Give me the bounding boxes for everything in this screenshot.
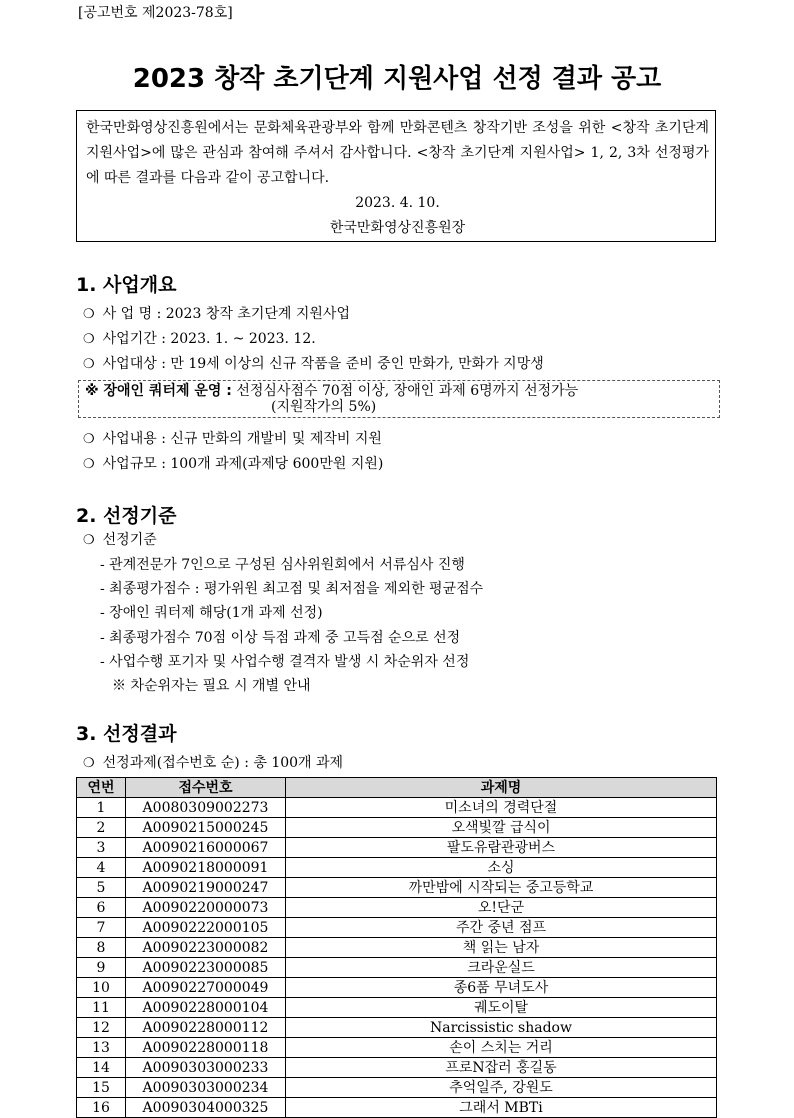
criteria-item: - 장애인 쿼터제 해당(1개 과제 선정) [100,605,323,621]
section1-heading: 1. 사업개요 [76,274,177,296]
project-title: 까만밤에 시작되는 중고등학교 [286,878,717,898]
receipt-number: A0090227000049 [126,978,286,998]
row-number: 16 [77,1098,126,1118]
quota-text-note: (지원작가의 5%) [271,399,377,415]
receipt-number: A0090228000112 [126,1018,286,1038]
receipt-number: A0090303000233 [126,1058,286,1078]
table-row [77,1058,717,1078]
project-title: 그래서 MBTi [286,1098,717,1118]
results-bullet: ❍ 선정과제(접수번호 순) : 총 100개 과제 [83,752,343,772]
receipt-number: A0090303000234 [126,1078,286,1098]
table-row [77,1038,717,1058]
row-number: 7 [77,918,126,938]
project-title: 책 읽는 남자 [286,938,717,958]
project-title: 오!단군 [286,898,717,918]
row-number: 3 [77,838,126,858]
project-title: 크라운실드 [286,958,717,978]
section2-heading: 2. 선정기준 [76,505,177,527]
table-row [77,878,717,898]
column-header-receipt: 접수번호 [126,778,286,798]
intro-box [76,110,716,242]
quota-text: 선정심사점수 70점 이상, 장애인 과제 6명까지 선정가능 [236,383,579,399]
overview-item: ❍ 사업대상 : 만 19세 이상의 신규 작품을 준비 중인 만화가, 만화가 지망생 [83,353,544,373]
quota-notice-box [78,380,720,418]
project-title: 주간 중년 점프 [286,918,717,938]
notice-number: [공고번호 제2023-78호] [78,5,233,21]
overview-item: ❍ 사업기간 : 2023. 1. ~ 2023. 12. [83,328,316,348]
table-row [77,798,717,818]
receipt-number: A0090219000247 [126,878,286,898]
column-header-no: 연번 [77,778,126,798]
table-row [77,918,717,938]
row-number: 13 [77,1038,126,1058]
page-title: 2023 창작 초기단계 지원사업 선정 결과 공고 [132,64,662,94]
criteria-item: - 관계전문가 7인으로 구성된 심사위원회에서 서류심사 진행 [100,557,465,573]
column-header-title: 과제명 [286,778,717,798]
receipt-number: A0090218000091 [126,858,286,878]
receipt-number: A0090223000085 [126,958,286,978]
receipt-number: A0090222000105 [126,918,286,938]
results-table [76,777,717,1118]
overview-item: ❍ 사업내용 : 신규 만화의 개발비 및 제작비 지원 [83,428,382,448]
intro-signer: 한국만화영상진흥원장 [329,220,466,236]
row-number: 5 [77,878,126,898]
table-row [77,998,717,1018]
receipt-number: A0090304000325 [126,1098,286,1118]
receipt-number: A0090223000082 [126,938,286,958]
row-number: 9 [77,958,126,978]
receipt-number: A0090228000118 [126,1038,286,1058]
receipt-number: A0090228000104 [126,998,286,1018]
quota-label: ※ 장애인 쿼터제 운영 : [85,383,232,399]
criteria-item: - 최종평가점수 70점 이상 득점 과제 중 고득점 순으로 선정 [100,630,461,646]
table-row [77,978,717,998]
row-number: 8 [77,938,126,958]
receipt-number: A0090216000067 [126,838,286,858]
section3-heading: 3. 선정결과 [76,723,177,745]
project-title: Narcissistic shadow [286,1018,717,1038]
intro-date: 2023. 4. 10. [355,195,440,211]
row-number: 4 [77,858,126,878]
receipt-number: A0080309002273 [126,798,286,818]
table-row [77,898,717,918]
row-number: 15 [77,1078,126,1098]
row-number: 12 [77,1018,126,1038]
table-row [77,1018,717,1038]
row-number: 10 [77,978,126,998]
project-title: 종6품 무녀도사 [286,978,717,998]
project-title: 팔도유람관광버스 [286,838,717,858]
table-row [77,818,717,838]
receipt-number: A0090215000245 [126,818,286,838]
project-title: 프로N잡러 홍길동 [286,1058,717,1078]
table-row [77,858,717,878]
intro-body: 한국만화영상진흥원에서는 문화체육관광부와 함께 만화콘텐츠 창작기반 조성을 위한 <창작 초기단계 지원사업>에 많은 관심과 참여해 주셔서 감사합니다. <창작 초기단계 지원사업> 1, 2, 3차 선정평가에 따른 결과를 다음과 같이 공고합니다. [86,120,709,186]
criteria-item: - 사업수행 포기자 및 사업수행 결격자 발생 시 차순위자 선정 [100,654,470,670]
table-row [77,1078,717,1098]
row-number: 11 [77,998,126,1018]
table-row [77,938,717,958]
table-row [77,958,717,978]
row-number: 2 [77,818,126,838]
receipt-number: A0090220000073 [126,898,286,918]
row-number: 14 [77,1058,126,1078]
table-row [77,838,717,858]
table-header-row [77,778,717,798]
project-title: 소싱 [286,858,717,878]
criteria-note: ※ 차순위자는 필요 시 개별 안내 [112,678,311,694]
project-title: 오색빛깔 급식이 [286,818,717,838]
project-title: 손이 스치는 거리 [286,1038,717,1058]
project-title: 미소녀의 경력단절 [286,798,717,818]
overview-item: ❍ 사 업 명 : 2023 창작 초기단계 지원사업 [83,303,350,323]
project-title: 추억일주, 강원도 [286,1078,717,1098]
row-number: 6 [77,898,126,918]
criteria-bullet: ❍ 선정기준 [83,529,157,549]
criteria-item: - 최종평가점수 : 평가위원 최고점 및 최저점을 제외한 평균점수 [100,581,484,597]
project-title: 궤도이탈 [286,998,717,1018]
overview-item: ❍ 사업규모 : 100개 과제(과제당 600만원 지원) [83,453,383,473]
row-number: 1 [77,798,126,818]
